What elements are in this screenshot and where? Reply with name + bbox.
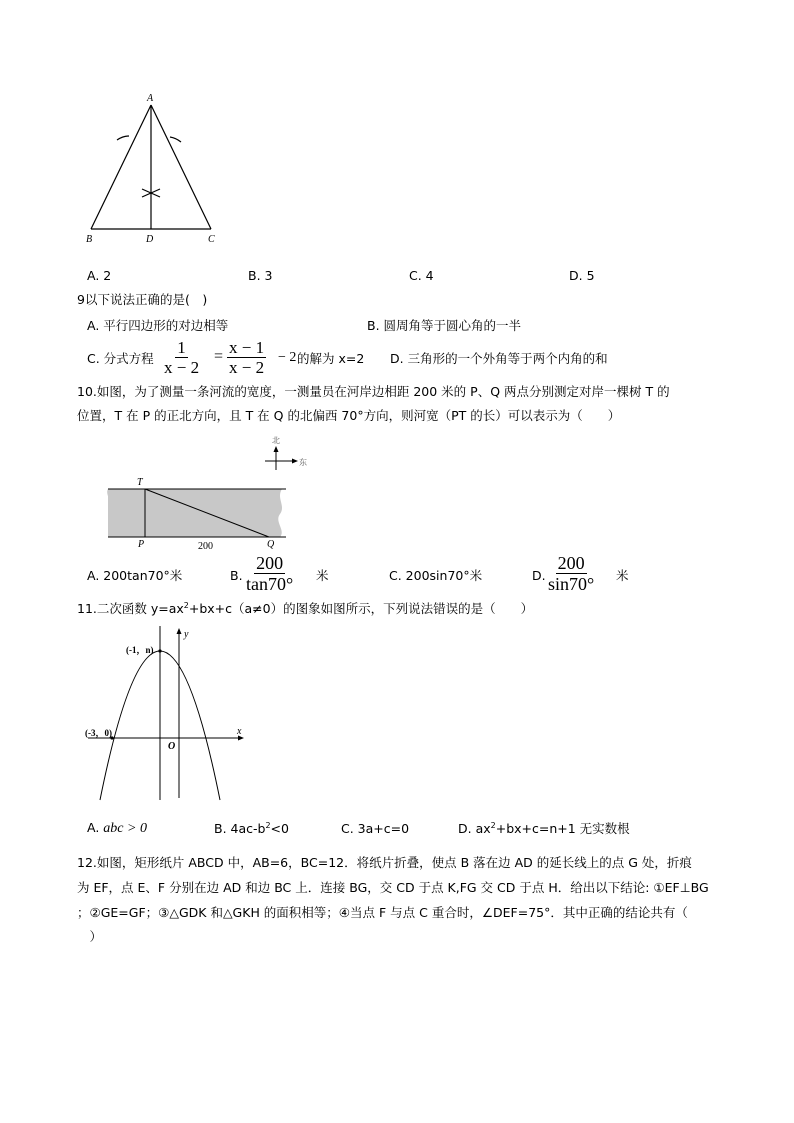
label-d: D	[146, 234, 154, 245]
q9-equals: =	[214, 348, 224, 365]
q10-option-a[interactable]: A. 200tan70°米	[87, 568, 183, 583]
q10-option-d-prefix: D.	[532, 568, 546, 583]
q12-stem-line2: 为 EF，点 E、F 分别在边 AD 和边 BC 上．连接 BG，交 CD 于点 K,FG 交 CD 于点 H．给出以下结论: ①EF⊥BG	[77, 880, 709, 895]
parabola-x-axis-label: x	[237, 726, 242, 737]
q11-stem-a: 11.二次函数 y=ax	[77, 601, 184, 616]
q11-option-b-sup: 2	[265, 820, 271, 830]
river-east-label: 东	[299, 458, 307, 467]
q11-option-d-sup: 2	[490, 820, 496, 830]
q10-option-d-num: 200	[557, 553, 585, 573]
q11-option-d-a: D. ax	[458, 821, 491, 836]
q12-stem-line1: 12.如图，矩形纸片 ABCD 中，AB=6，BC=12．将纸片折叠，使点 B 落在边 AD 的延长线上的点 G 处，折痕	[77, 855, 692, 870]
q11-option-a-prefix: A.	[87, 820, 100, 835]
q10-option-b-unit: 米	[316, 568, 329, 583]
river-distance-label: 200	[198, 541, 213, 552]
q11-option-d-b: +bx+c=n+1 无实数根	[495, 821, 630, 836]
label-c: C	[208, 234, 215, 245]
q11-option-b-a: B. 4ac-b	[214, 821, 266, 836]
q10-option-d-unit: 米	[616, 568, 629, 583]
q10-option-b-prefix: B.	[230, 568, 243, 583]
q11-option-b[interactable]	[214, 821, 289, 837]
q9-fraction-2-den: x − 2	[229, 358, 265, 377]
parabola-root-label: (-3，0)	[85, 728, 112, 738]
q10-option-d-den: sin70°	[548, 574, 595, 594]
q12-stem-line3: ；②GE=GF；③△GDK 和△GKH 的面积相等；④当点 F 与点 C 重合时，∠DEF=75°．其中正确的结论共有（	[77, 905, 688, 920]
parabola-y-axis-label: y	[184, 629, 189, 640]
q9-option-b[interactable]: B. 圆周角等于圆心角的一半	[367, 318, 522, 333]
label-b: B	[86, 234, 93, 245]
q9-fraction-2-num: x − 1	[229, 338, 265, 357]
q10-option-b-num: 200	[256, 553, 284, 573]
river-label-p: P	[138, 539, 145, 550]
label-a: A	[147, 93, 154, 104]
q9-fraction-1-num: 1	[177, 338, 186, 357]
q10-option-c[interactable]: C. 200sin70°米	[389, 568, 483, 583]
q8-option-d[interactable]: D. 5	[569, 268, 595, 283]
river-label-t: T	[137, 477, 143, 488]
river-north-label: 北	[272, 436, 280, 445]
q10-option-b-den: tan70°	[246, 574, 294, 594]
q11-option-a-math: abc > 0	[103, 821, 147, 836]
q11-stem-b: +bx+c（a≠0）的图象如图所示，下列说法错误的是（ ）	[188, 601, 534, 616]
q11-option-d[interactable]	[458, 821, 630, 837]
q10-stem-line2: 位置，T 在 P 的正北方向，且 T 在 Q 的北偏西 70°方向，则河宽（PT 的长）可以表示为（ ）	[77, 408, 621, 423]
q9-minus-two: − 2	[278, 350, 297, 365]
parabola-origin-label: O	[168, 741, 176, 752]
q10-stem-line1: 10.如图，为了测量一条河流的宽度，一测量员在河岸边相距 200 米的 P、Q 两点分别测定对岸一棵树 T 的	[77, 384, 670, 399]
q8-option-a[interactable]: A. 2	[87, 268, 112, 283]
q12-stem-line4: ）	[77, 929, 103, 944]
q9-option-c-prefix: C. 分式方程	[87, 351, 154, 366]
q11-stem-sup: 2	[183, 600, 189, 610]
q8-option-b[interactable]: B. 3	[248, 268, 273, 283]
q9-fraction-1-den: x − 2	[164, 358, 200, 377]
q11-option-c[interactable]: C. 3a+c=0	[341, 821, 410, 836]
q9-stem: 9以下说法正确的是( )	[77, 292, 208, 307]
q9-option-d[interactable]: D. 三角形的一个外角等于两个内角的和	[390, 351, 608, 366]
q8-option-c[interactable]: C. 4	[409, 268, 434, 283]
parabola-vertex-label: (-1，n)	[126, 645, 154, 655]
q9-option-a[interactable]: A. 平行四边形的对边相等	[87, 318, 229, 333]
q11-option-a[interactable]	[87, 820, 147, 837]
q9-option-c-suffix: 的解为 x=2	[297, 351, 365, 366]
river-label-q: Q	[267, 539, 275, 550]
q11-option-b-b: <0	[270, 821, 289, 836]
